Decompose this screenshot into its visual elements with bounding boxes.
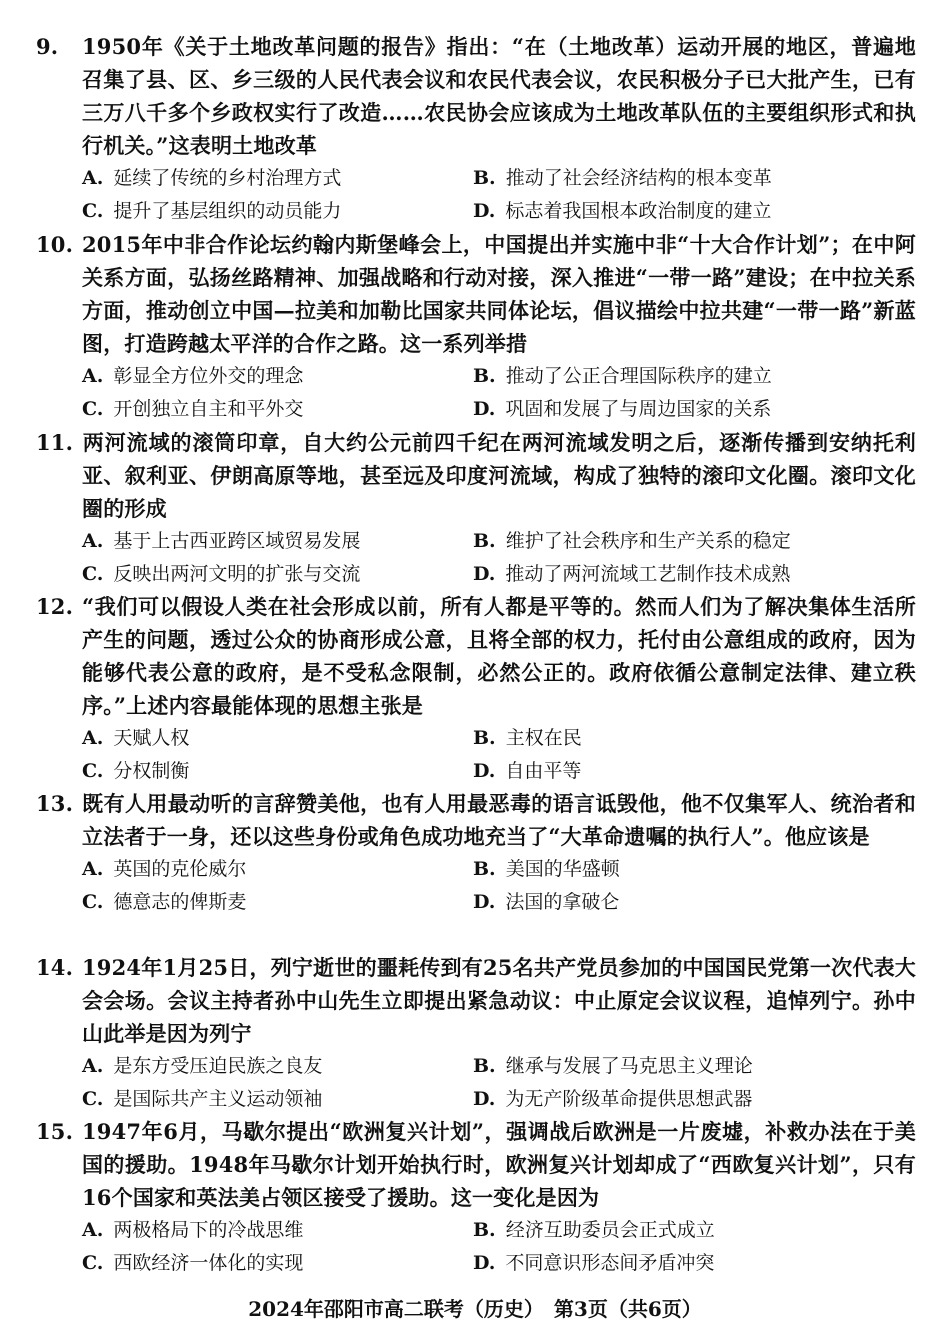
option-d[interactable] xyxy=(473,1083,752,1116)
option-text: 开创独立自主和平外交 xyxy=(113,398,304,420)
question-stem xyxy=(36,30,916,162)
question-stem xyxy=(36,590,916,722)
option-letter: A. xyxy=(82,727,104,749)
option-text: 经济互助委员会正式成立 xyxy=(505,1219,715,1241)
option-text: 为无产阶级革命提供思想武器 xyxy=(505,1088,753,1110)
option-text: 反映出两河文明的扩张与交流 xyxy=(113,563,361,585)
option-d[interactable] xyxy=(473,393,771,426)
option-letter: C. xyxy=(82,200,104,222)
option-a[interactable] xyxy=(82,1214,303,1247)
option-text: 英国的克伦威尔 xyxy=(113,858,247,880)
question-10 xyxy=(36,228,916,426)
option-letter: B. xyxy=(473,1055,496,1077)
option-text: 推动了两河流域工艺制作技术成熟 xyxy=(505,563,791,585)
option-letter: A. xyxy=(82,365,104,387)
option-letter: A. xyxy=(82,858,104,880)
question-15 xyxy=(36,1115,916,1280)
option-b[interactable] xyxy=(473,722,582,755)
option-a[interactable] xyxy=(82,722,189,755)
option-letter: A. xyxy=(82,1055,104,1077)
question-number: 11. xyxy=(36,430,74,455)
option-text: 分权制衡 xyxy=(113,760,190,782)
option-text: 西欧经济一体化的实现 xyxy=(113,1252,304,1274)
option-text: 彰显全方位外交的理念 xyxy=(113,365,304,387)
option-d[interactable] xyxy=(473,558,790,591)
option-a[interactable] xyxy=(82,1050,322,1083)
option-b[interactable] xyxy=(473,853,620,886)
option-text: 延续了传统的乡村治理方式 xyxy=(113,167,342,189)
question-text: 1950年《关于土地改革问题的报告》指出：“在（土地改革）运动开展的地区，普遍地召集了县、区、乡三级的人民代表会议和农民代表会议，农民积极分子已大批产生，已有三万八千多个乡政权实行了改造……农民协会应该成为土地改革队伍的主要组织形式和执行机关。”这表明土地改革 xyxy=(82,34,916,158)
answer-options xyxy=(36,525,916,591)
option-c[interactable] xyxy=(82,755,189,788)
option-a[interactable] xyxy=(82,525,360,558)
question-number: 12. xyxy=(36,594,74,619)
answer-options xyxy=(36,722,916,788)
option-d[interactable] xyxy=(473,886,619,919)
page-footer: 2024年邵阳市高二联考（历史） 第3页（共6页） xyxy=(248,1297,702,1321)
answer-options xyxy=(36,853,916,919)
option-letter: C. xyxy=(82,891,104,913)
option-letter: B. xyxy=(473,727,496,749)
option-letter: D. xyxy=(473,891,496,913)
option-letter: D. xyxy=(473,1088,496,1110)
option-letter: B. xyxy=(473,530,496,552)
option-b[interactable] xyxy=(473,162,772,195)
option-letter: B. xyxy=(473,365,496,387)
question-number: 15. xyxy=(36,1119,74,1144)
option-c[interactable] xyxy=(82,195,341,228)
option-text: 提升了基层组织的动员能力 xyxy=(113,200,342,222)
option-text: 法国的拿破仑 xyxy=(505,891,620,913)
question-text: 两河流域的滚筒印章，自大约公元前四千纪在两河流域发明之后，逐渐传播到安纳托利亚、叙利亚、伊朗高原等地，甚至远及印度河流域，构成了独特的滚印文化圈。滚印文化圈的形成 xyxy=(82,430,916,521)
option-letter: C. xyxy=(82,1088,104,1110)
question-text: 既有人用最动听的言辞赞美他，也有人用最恶毒的语言诋毁他，他不仅集军人、统治者和立法者于一身，还以这些身份或角色成功地充当了“大革命遗嘱的执行人”。他应该是 xyxy=(82,791,916,849)
option-d[interactable] xyxy=(473,1247,714,1280)
option-text: 推动了社会经济结构的根本变革 xyxy=(505,167,772,189)
option-text: 是东方受压迫民族之良友 xyxy=(113,1055,323,1077)
option-a[interactable] xyxy=(82,360,303,393)
question-11 xyxy=(36,426,916,591)
question-text: “我们可以假设人类在社会形成以前，所有人都是平等的。然而人们为了解决集体生活所产生的问题，透过公众的协商形成公意，且将全部的权力，托付由公意组成的政府，因为能够代表公意的政府，是不受私念限制，必然公正的。政府依循公意制定法律、建立秩序。”上述内容最能体现的思想主张是 xyxy=(82,594,916,718)
option-text: 天赋人权 xyxy=(113,727,190,749)
option-text: 两极格局下的冷战思维 xyxy=(113,1219,304,1241)
question-stem xyxy=(36,951,916,1050)
option-d[interactable] xyxy=(473,195,771,228)
option-b[interactable] xyxy=(473,1050,753,1083)
option-b[interactable] xyxy=(473,525,791,558)
option-text: 是国际共产主义运动领袖 xyxy=(113,1088,323,1110)
option-c[interactable] xyxy=(82,558,360,591)
option-text: 自由平等 xyxy=(505,760,582,782)
option-letter: D. xyxy=(473,1252,496,1274)
option-b[interactable] xyxy=(473,360,772,393)
option-letter: A. xyxy=(82,167,104,189)
option-text: 美国的华盛顿 xyxy=(505,858,620,880)
option-a[interactable] xyxy=(82,853,246,886)
option-c[interactable] xyxy=(82,1247,303,1280)
question-stem xyxy=(36,787,916,853)
option-letter: D. xyxy=(473,200,496,222)
question-text: 1947年6月，马歇尔提出“欧洲复兴计划”，强调战后欧洲是一片废墟，补救办法在于美国的援助。1948年马歇尔计划开始执行时，欧洲复兴计划却成了“西欧复兴计划”，只有16个国家和英法美占领区接受了援助。这一变化是因为 xyxy=(82,1119,916,1210)
option-text: 推动了公正合理国际秩序的建立 xyxy=(505,365,772,387)
option-text: 继承与发展了马克思主义理论 xyxy=(505,1055,753,1077)
option-c[interactable] xyxy=(82,1083,322,1116)
question-text: 1924年1月25日，列宁逝世的噩耗传到有25名共产党员参加的中国国民党第一次代表大会会场。会议主持者孙中山先生立即提出紧急动议：中止原定会议议程，追悼列宁。孙中山此举是因为列宁 xyxy=(82,955,916,1046)
option-letter: B. xyxy=(473,1219,496,1241)
option-b[interactable] xyxy=(473,1214,715,1247)
option-text: 不同意识形态间矛盾冲突 xyxy=(505,1252,715,1274)
question-9 xyxy=(36,30,916,228)
question-number: 13. xyxy=(36,791,74,816)
question-14 xyxy=(36,951,916,1116)
option-letter: A. xyxy=(82,1219,104,1241)
option-text: 巩固和发展了与周边国家的关系 xyxy=(505,398,772,420)
question-stem xyxy=(36,426,916,525)
option-d[interactable] xyxy=(473,755,581,788)
option-letter: C. xyxy=(82,1252,104,1274)
question-number: 9. xyxy=(36,34,59,59)
question-stem xyxy=(36,228,916,360)
option-letter: D. xyxy=(473,760,496,782)
option-text: 德意志的俾斯麦 xyxy=(113,891,247,913)
option-c[interactable] xyxy=(82,393,303,426)
option-text: 基于上古西亚跨区域贸易发展 xyxy=(113,530,361,552)
option-letter: D. xyxy=(473,563,496,585)
option-letter: C. xyxy=(82,760,104,782)
option-letter: A. xyxy=(82,530,104,552)
option-letter: C. xyxy=(82,398,104,420)
option-text: 主权在民 xyxy=(505,727,582,749)
option-letter: B. xyxy=(473,858,496,880)
question-stem xyxy=(36,1115,916,1214)
option-text: 标志着我国根本政治制度的建立 xyxy=(505,200,772,222)
option-letter: C. xyxy=(82,563,104,585)
question-text: 2015年中非合作论坛约翰内斯堡峰会上，中国提出并实施中非“十大合作计划”；在中阿关系方面，弘扬丝路精神、加强战略和行动对接，深入推进“一带一路”建设；在中拉关系方面，推动创立中国—拉美和加勒比国家共同体论坛，倡议描绘中拉共建“一带一路”新蓝图，打造跨越太平洋的合作之路。这一系列举措 xyxy=(82,232,916,356)
question-12 xyxy=(36,590,916,788)
question-13 xyxy=(36,787,916,919)
answer-options xyxy=(36,1050,916,1116)
answer-options xyxy=(36,162,916,228)
option-text: 维护了社会秩序和生产关系的稳定 xyxy=(505,530,791,552)
option-a[interactable] xyxy=(82,162,341,195)
option-c[interactable] xyxy=(82,886,246,919)
answer-options xyxy=(36,360,916,426)
question-number: 14. xyxy=(36,955,74,980)
option-letter: B. xyxy=(473,167,496,189)
option-letter: D. xyxy=(473,398,496,420)
answer-options xyxy=(36,1214,916,1280)
question-number: 10. xyxy=(36,232,74,257)
